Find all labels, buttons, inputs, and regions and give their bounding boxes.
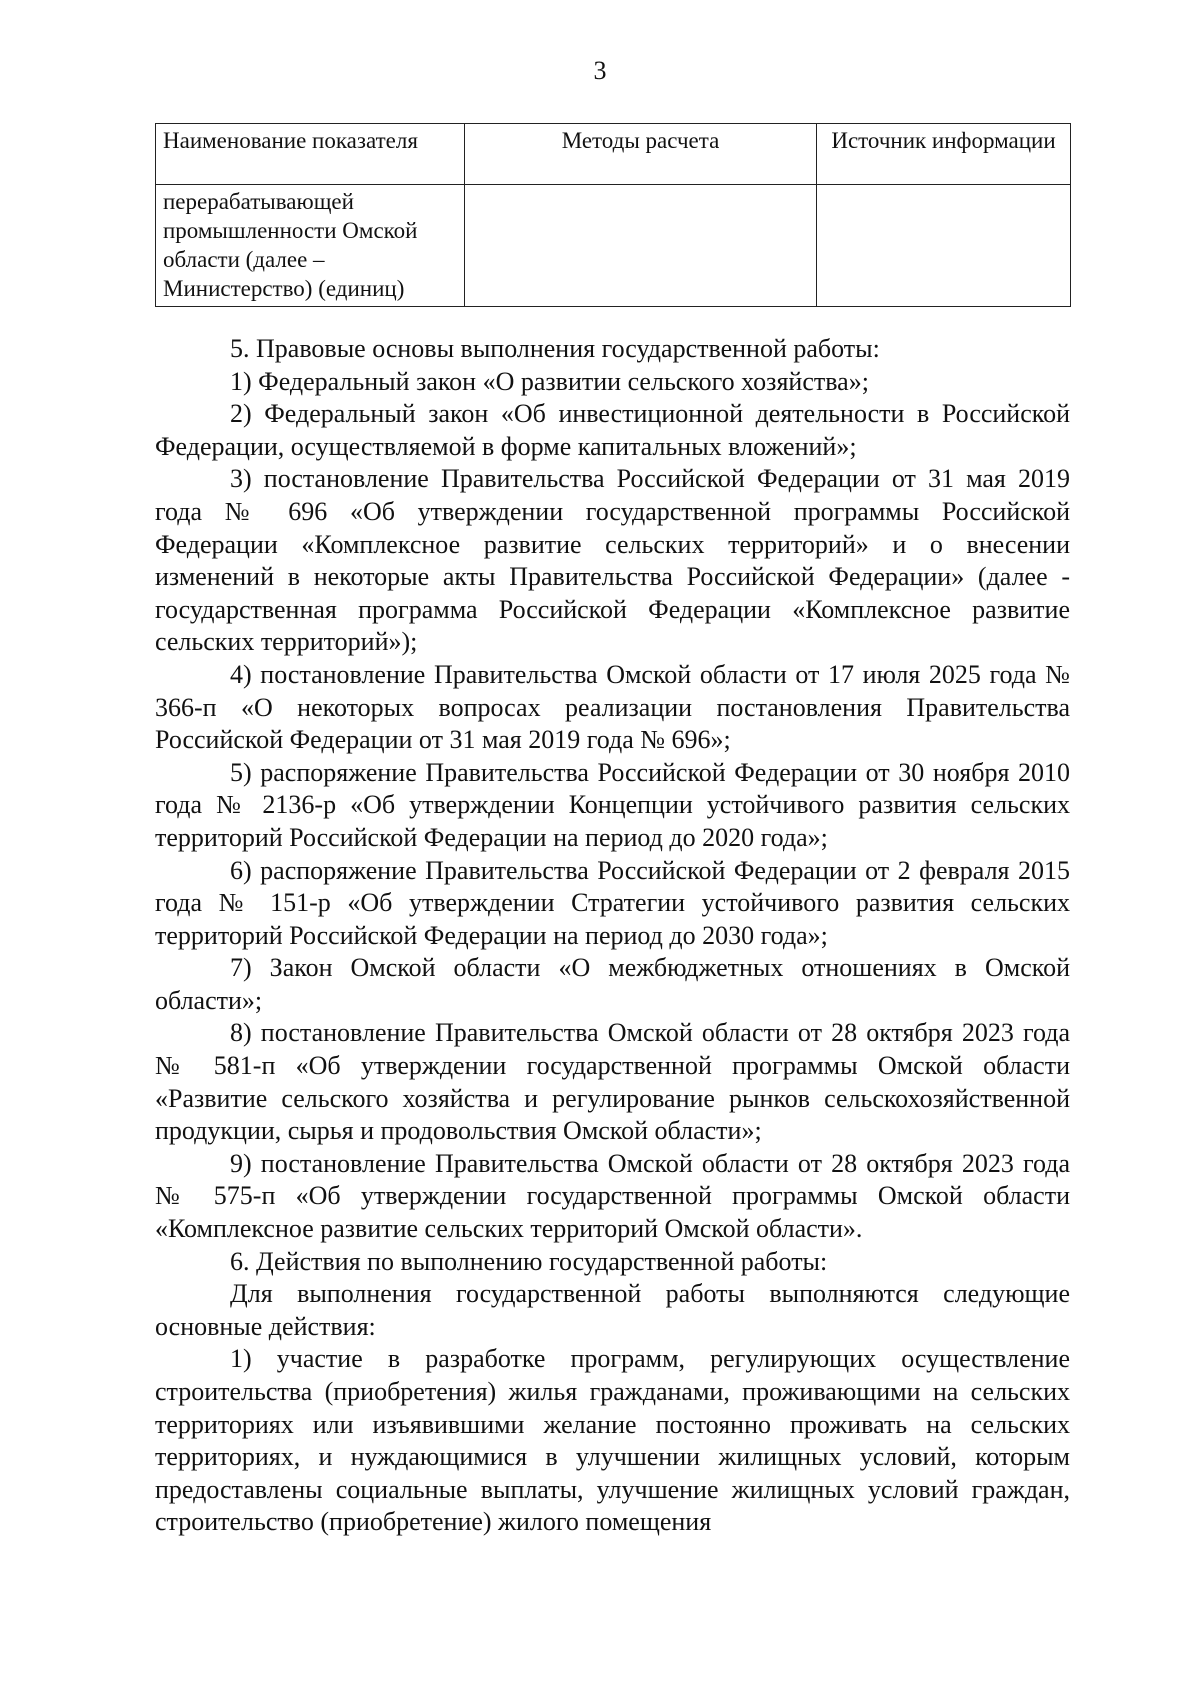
table-row [156,185,1071,307]
header-indicator-name: Наименование показателя [156,124,465,185]
table-header-row [156,124,1071,185]
section-heading-actions: 6. Действия по выполнению государственной работы: [230,1246,828,1276]
document-body [155,333,1070,1539]
indicator-table [155,123,1071,307]
list-item: 4) постановление Правительства Омской области от 17 июля 2025 года № 366-п «О некоторых вопросах реализации постановления Правительства Российской Федерации от 31 мая 2019 года № 696»; [155,659,1070,755]
list-item: 7) Закон Омской области «О межбюджетных отношениях в Омской области»; [155,953,1070,1015]
header-calculation-method: Методы расчета [465,124,817,185]
cell-information-source [817,185,1071,307]
list-item: 9) постановление Правительства Омской области от 28 октября 2023 года № 575-п «Об утверждении государственной программы Омской области «Комплексное развитие сельских территорий Омской области». [155,1148,1070,1244]
list-item: 8) постановление Правительства Омской области от 28 октября 2023 года № 581-п «Об утверждении государственной программы Омской области «Развитие сельского хозяйства и регулирование рынков сельскохозяйственной продукции, сырья и продовольствия Омской области»; [155,1018,1070,1146]
cell-calculation-method [465,185,817,307]
list-item: 5) распоряжение Правительства Российской Федерации от 30 ноября 2010 года № 2136-р «Об утверждении Концепции устойчивого развития сельских территорий Российской Федерации на период до 2020 года»; [155,757,1070,852]
paragraph: Для выполнения государственной работы выполняются следующие основные действия: [155,1279,1070,1341]
list-item: 1) Федеральный закон «О развитии сельского хозяйства»; [230,366,869,396]
list-item: 6) распоряжение Правительства Российской Федерации от 2 февраля 2015 года № 151-р «Об утверждении Стратегии устойчивого развития сельских территорий Российской Федерации на период до 2030 года»; [155,855,1070,950]
cell-indicator-name: перерабатывающей промышленности Омской области (далее – Министерство) (единиц) [156,185,465,307]
section-heading-legal-basis: 5. Правовые основы выполнения государственной работы: [230,334,880,363]
list-item: 3) постановление Правительства Российской Федерации от 31 мая 2019 года № 696 «Об утверждении государственной программы Российской Федерации «Комплексное развитие сельских территорий» и о внесении изменений в некоторые акты Правительства Российской Федерации» (далее - государственная программа Российской Федерации «Комплексное развитие сельских территорий»); [155,464,1070,657]
list-item: 1) участие в разработке программ, регулирующих осуществление строительства (приобретения) жилья гражданами, проживающими на сельских территориях или изъявившими желание постоянно проживать на сельских территориях, и нуждающимися в улучшении жилищных условий, которым предоставлены социальные выплаты, улучшение жилищных условий граждан, строительство (приобретение) жилого помещения [155,1344,1070,1537]
list-item: 2) Федеральный закон «Об инвестиционной деятельности в Российской Федерации, осуществляемой в форме капитальных вложений»; [155,399,1070,461]
header-information-source: Источник информации [817,124,1071,185]
page-number: 3 [593,56,607,85]
